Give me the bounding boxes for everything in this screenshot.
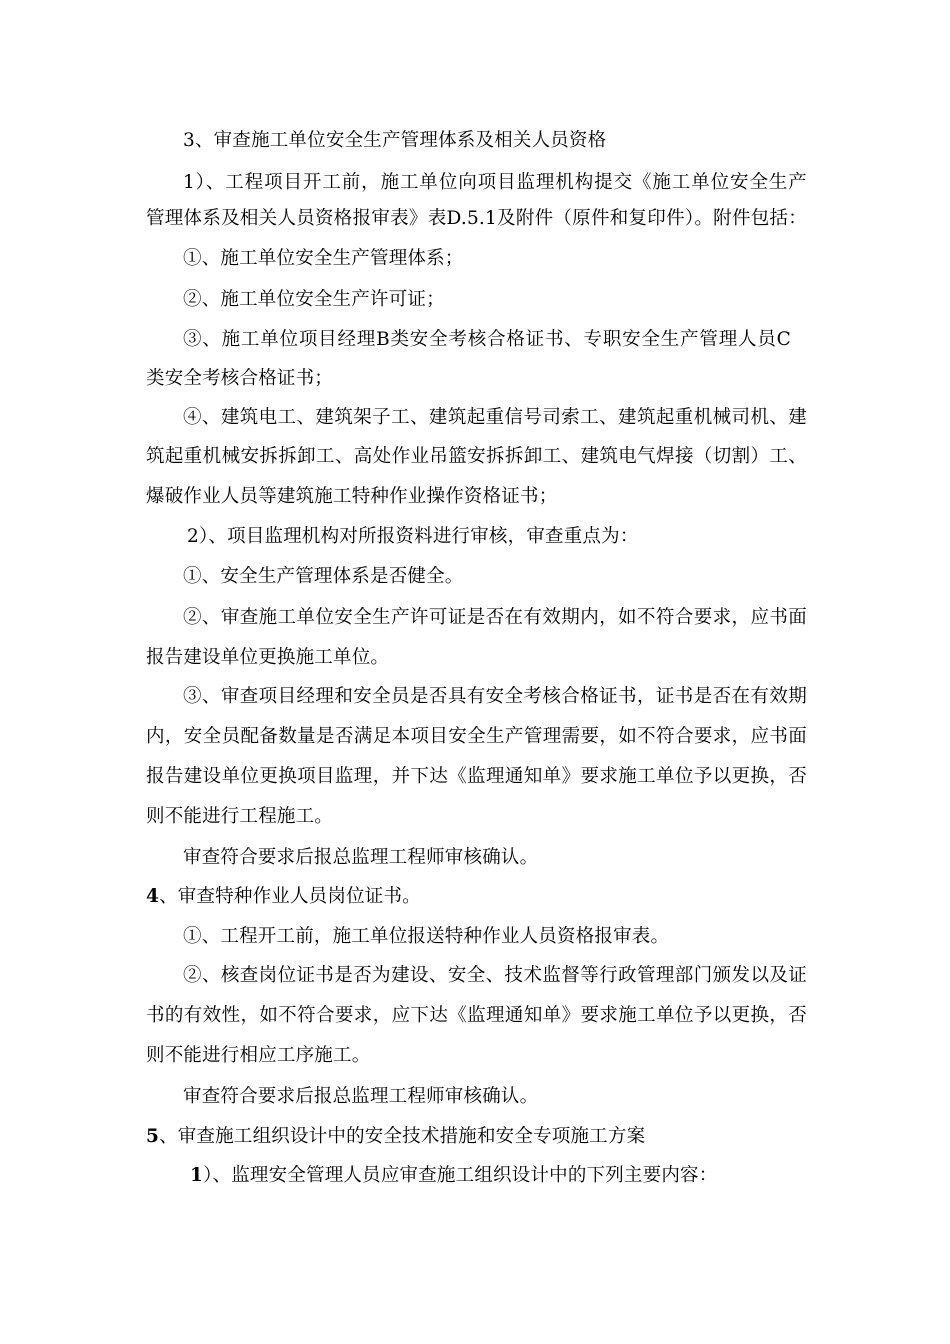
subsection-heading	[190, 1163, 717, 1189]
paragraph-line: 管理体系及相关人员资格报审表》表D.5.1及附件（原件和复印件）。附件包括：	[146, 208, 807, 229]
section-number: 5	[146, 1126, 160, 1147]
paragraph-line: 类安全考核合格证书；	[146, 368, 334, 389]
paragraph-line: 1）、工程项目开工前，施工单位向项目监理机构提交《施工单位安全生产	[183, 172, 807, 193]
section-number: 4	[146, 886, 160, 907]
list-item: ④、建筑电工、建筑架子工、建筑起重信号司索工、建筑起重机械司机、建	[183, 407, 807, 428]
list-item: ①、工程开工前，施工单位报送特种作业人员资格报审表。	[183, 926, 670, 947]
paragraph-line: 则不能进行工程施工。	[146, 806, 334, 827]
list-item: ③、施工单位项目经理B类安全考核合格证书、专职安全生产管理人员C	[183, 329, 791, 350]
paragraph-line: 书的有效性，如不符合要求，应下达《监理通知单》要求施工单位予以更换，否	[146, 1005, 807, 1026]
paragraph-line: 报告建设单位更换项目监理，并下达《监理通知单》要求施工单位予以更换，否	[146, 766, 807, 787]
paragraph-line: 则不能进行相应工序施工。	[146, 1045, 371, 1066]
list-item: ③、审查项目经理和安全员是否具有安全考核合格证书，证书是否在有效期	[183, 686, 807, 707]
paragraph-line: 审查符合要求后报总监理工程师审核确认。	[183, 847, 539, 868]
list-item: ②、施工单位安全生产许可证；	[183, 289, 445, 310]
paragraph-line: 筑起重机械安拆拆卸工、高处作业吊篮安拆拆卸工、建筑电气焊接（切割）工、	[146, 446, 807, 467]
subsection-number: 1	[190, 1165, 204, 1186]
subsection-heading: 2）、项目监理机构对所报资料进行审核，审查重点为：	[187, 526, 639, 547]
list-item: ②、审查施工单位安全生产许可证是否在有效期内，如不符合要求，应书面	[183, 607, 807, 628]
section-heading-4	[146, 884, 421, 910]
subsection-title: ）、监理安全管理人员应审查施工组织设计中的下列主要内容：	[203, 1165, 718, 1186]
list-item: ②、核查岗位证书是否为建设、安全、技术监督等行政管理部门颁发以及证	[183, 965, 807, 986]
section-title: 、审查施工组织设计中的安全技术措施和安全专项施工方案	[159, 1126, 646, 1147]
list-item: ①、施工单位安全生产管理体系；	[183, 248, 464, 269]
paragraph-line: 爆破作业人员等建筑施工特种作业操作资格证书；	[146, 486, 558, 507]
section-heading-5	[146, 1124, 645, 1150]
section-title: 、审查特种作业人员岗位证书。	[159, 886, 421, 907]
paragraph-line: 内，安全员配备数量是否满足本项目安全生产管理需要，如不符合要求，应书面	[146, 726, 807, 747]
list-item: ①、安全生产管理体系是否健全。	[183, 566, 464, 587]
paragraph-line: 审查符合要求后报总监理工程师审核确认。	[183, 1086, 539, 1107]
paragraph-line: 报告建设单位更换施工单位。	[146, 647, 390, 668]
section-heading-3: 3、审查施工单位安全生产管理体系及相关人员资格	[183, 130, 607, 151]
